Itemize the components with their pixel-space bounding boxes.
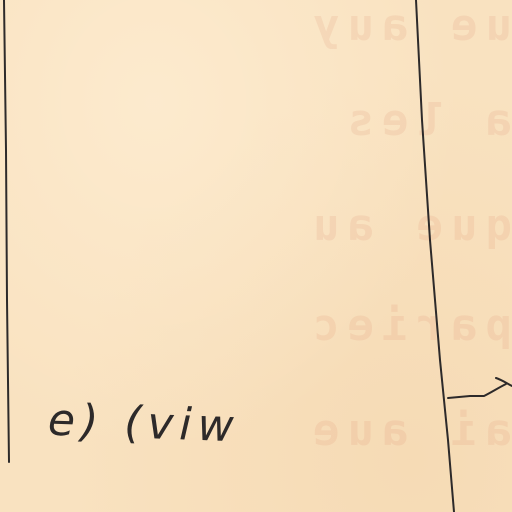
bleed-through-line: ue auy bbox=[305, 0, 512, 51]
bleed-through-line: a les bbox=[339, 95, 512, 146]
handwritten-text: e) (viw bbox=[47, 394, 241, 453]
bleed-through-line: pariec bbox=[305, 300, 512, 351]
bleed-through-line: ai aue bbox=[305, 405, 512, 456]
left-margin-line bbox=[4, 0, 9, 462]
right-column-line bbox=[416, 0, 454, 512]
bleed-through-line: que au bbox=[305, 200, 512, 251]
arrow-stroke bbox=[448, 384, 506, 398]
